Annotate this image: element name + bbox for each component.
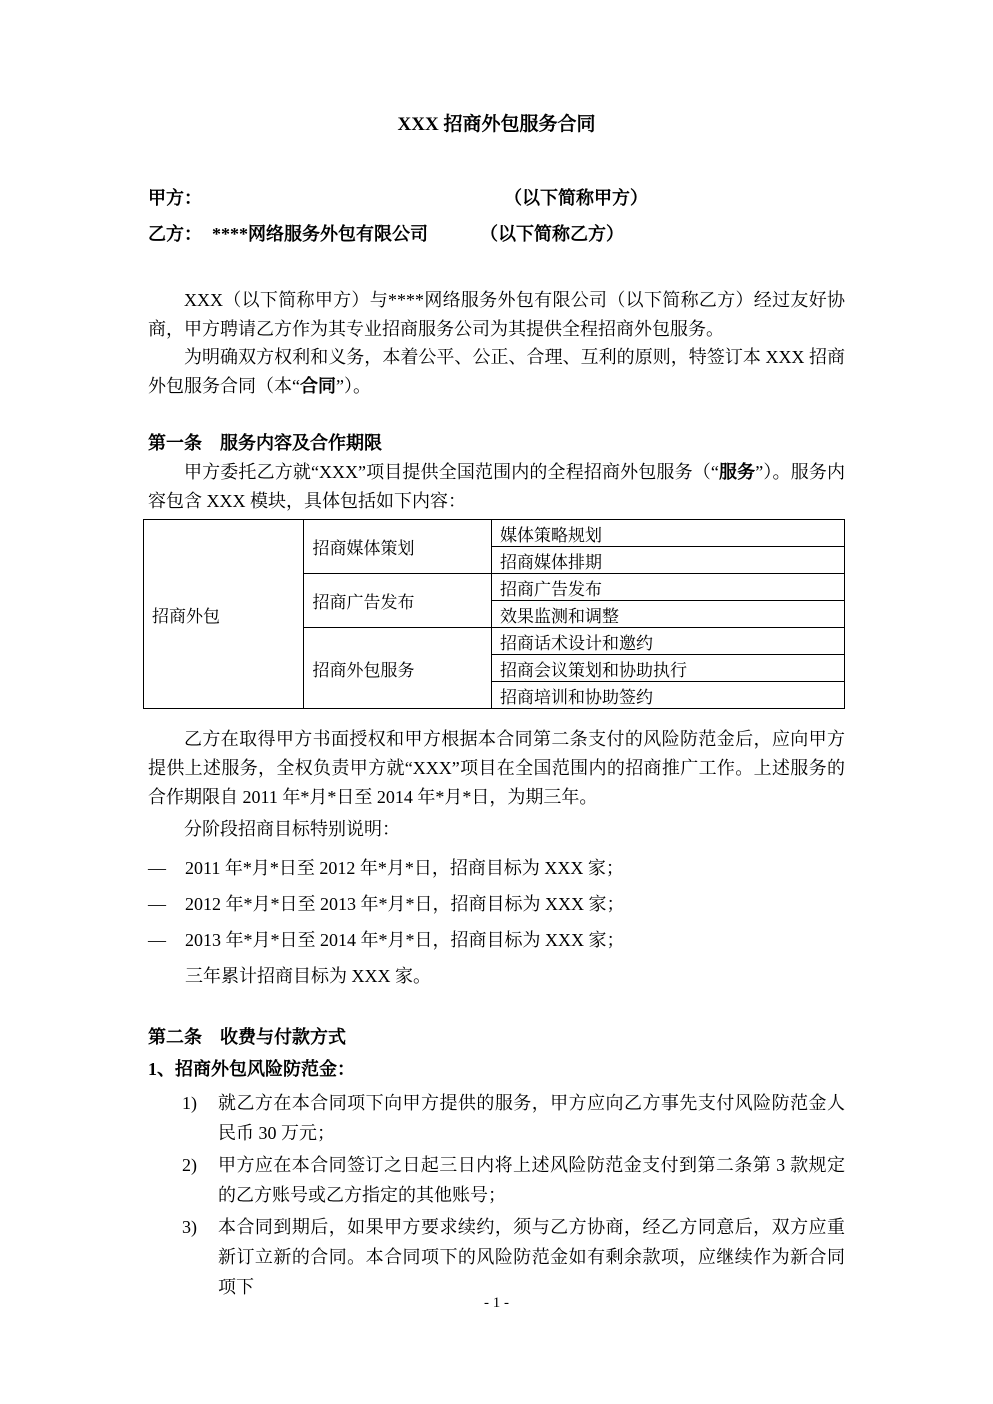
article-2-heading: 第二条 收费与付款方式: [148, 1026, 346, 1047]
preamble-paragraph-1: XXX（以下简称甲方）与****网络服务外包有限公司（以下简称乙方）经过友好协商，甲方聘请乙方作为其专业招商服务公司为其提供全程招商外包服务。: [148, 290, 845, 339]
article-1-intro-text: 甲方委托乙方就“XXX”项目提供全国范围内的全程招商外包服务（“: [184, 462, 719, 483]
stage-target-text: 2013 年*月*日至 2014 年*月*日，招商目标为 XXX 家；: [185, 929, 625, 950]
party-b-label: 乙方：: [148, 224, 202, 244]
article-2-numbered-list: [148, 1088, 845, 1302]
article-2-sub1-heading: 1、招商外包风险防范金：: [148, 1058, 355, 1079]
party-b-alias: （以下简称乙方）: [480, 224, 624, 244]
article-1-intro: [148, 458, 845, 516]
item-number: 1): [182, 1092, 197, 1113]
document-title: XXX 招商外包服务合同: [397, 114, 596, 135]
dash-marker: —: [148, 893, 166, 914]
list-item: [148, 1150, 845, 1210]
party-a-alias: （以下简称甲方）: [513, 188, 648, 208]
article-1-intro-text-end: ”）。服务内容包含 XXX 模块，具体包括如下内容：: [148, 462, 845, 512]
stage-targets-total: 三年累计招商目标为 XXX 家。: [185, 965, 431, 986]
item-number: 3): [182, 1216, 197, 1237]
stage-targets-list: [148, 850, 845, 994]
table-cell-root: 招商外包: [144, 520, 304, 709]
article-1-intro-bold-term: 服务: [718, 462, 756, 483]
list-item: [148, 1212, 845, 1302]
party-a-label: 甲方：: [148, 188, 202, 208]
preamble-p2-bold-term: 合同: [300, 375, 336, 396]
preamble-p2-text-end: ”）。: [336, 375, 371, 396]
dash-marker: —: [148, 857, 166, 878]
party-b-name: ****网络服务外包有限公司: [212, 224, 428, 244]
preamble-p2-text: 为明确双方权利和义务，本着公平、公正、合理、互利的原则，特签订本 XXX 招商外包服务合同（本“: [148, 347, 845, 396]
list-item: [148, 922, 845, 958]
list-item: [148, 1088, 845, 1148]
stage-targets-note: 分阶段招商目标特别说明：: [184, 819, 400, 840]
table-cell-group-3: 招商外包服务: [304, 628, 492, 709]
stage-target-text: 2011 年*月*日至 2012 年*月*日，招商目标为 XXX 家；: [185, 857, 624, 878]
list-item: [148, 886, 845, 922]
table-cell-group-2: 招商广告发布: [304, 574, 492, 628]
party-b-line: [148, 216, 845, 252]
table-cell-group-1: 招商媒体策划: [304, 520, 492, 574]
table-cell-item: 招商培训和协助签约: [492, 682, 845, 709]
party-a-line: [148, 180, 845, 216]
table-cell-item: 媒体策略规划: [492, 520, 845, 547]
table-cell-item: 招商会议策划和协助执行: [492, 655, 845, 682]
item-text: 本合同到期后，如果甲方要求续约，须与乙方协商，经乙方同意后，双方应重新订立新的合同。本合同项下的风险防范金如有剩余款项，应继续作为新合同项下: [218, 1216, 845, 1297]
article-1-heading: 第一条 服务内容及合作期限: [148, 433, 382, 454]
parties-section: [148, 180, 845, 252]
article-1-term-paragraph: 乙方在取得甲方书面授权和甲方根据本合同第二条支付的风险防范金后，应向甲方提供上述服务，全权负责甲方就“XXX”项目在全国范围内的招商推广工作。上述服务的合作期限自 2011 年*月*日至 2014 年*月*日，为期三年。: [148, 729, 845, 807]
table-cell-item: 效果监测和调整: [492, 601, 845, 628]
table-cell-item: 招商广告发布: [492, 574, 845, 601]
table-row: [144, 520, 845, 547]
stage-target-text: 2012 年*月*日至 2013 年*月*日，招商目标为 XXX 家；: [185, 893, 625, 914]
item-number: 2): [182, 1154, 197, 1175]
dash-marker: —: [148, 929, 166, 950]
table-cell-item: 招商媒体排期: [492, 547, 845, 574]
preamble-paragraph-2: [148, 343, 845, 400]
item-text: 就乙方在本合同项下向甲方提供的服务，甲方应向乙方事先支付风险防范金人民币 30 万元；: [218, 1092, 845, 1143]
page-number: - 1 -: [484, 1295, 509, 1311]
table-cell-item: 招商话术设计和邀约: [492, 628, 845, 655]
preamble-section: [148, 286, 845, 400]
service-content-table: [143, 519, 845, 709]
item-text: 甲方应在本合同签订之日起三日内将上述风险防范金支付到第二条第 3 款规定的乙方账号或乙方指定的其他账号；: [218, 1154, 845, 1205]
list-item: [148, 850, 845, 886]
